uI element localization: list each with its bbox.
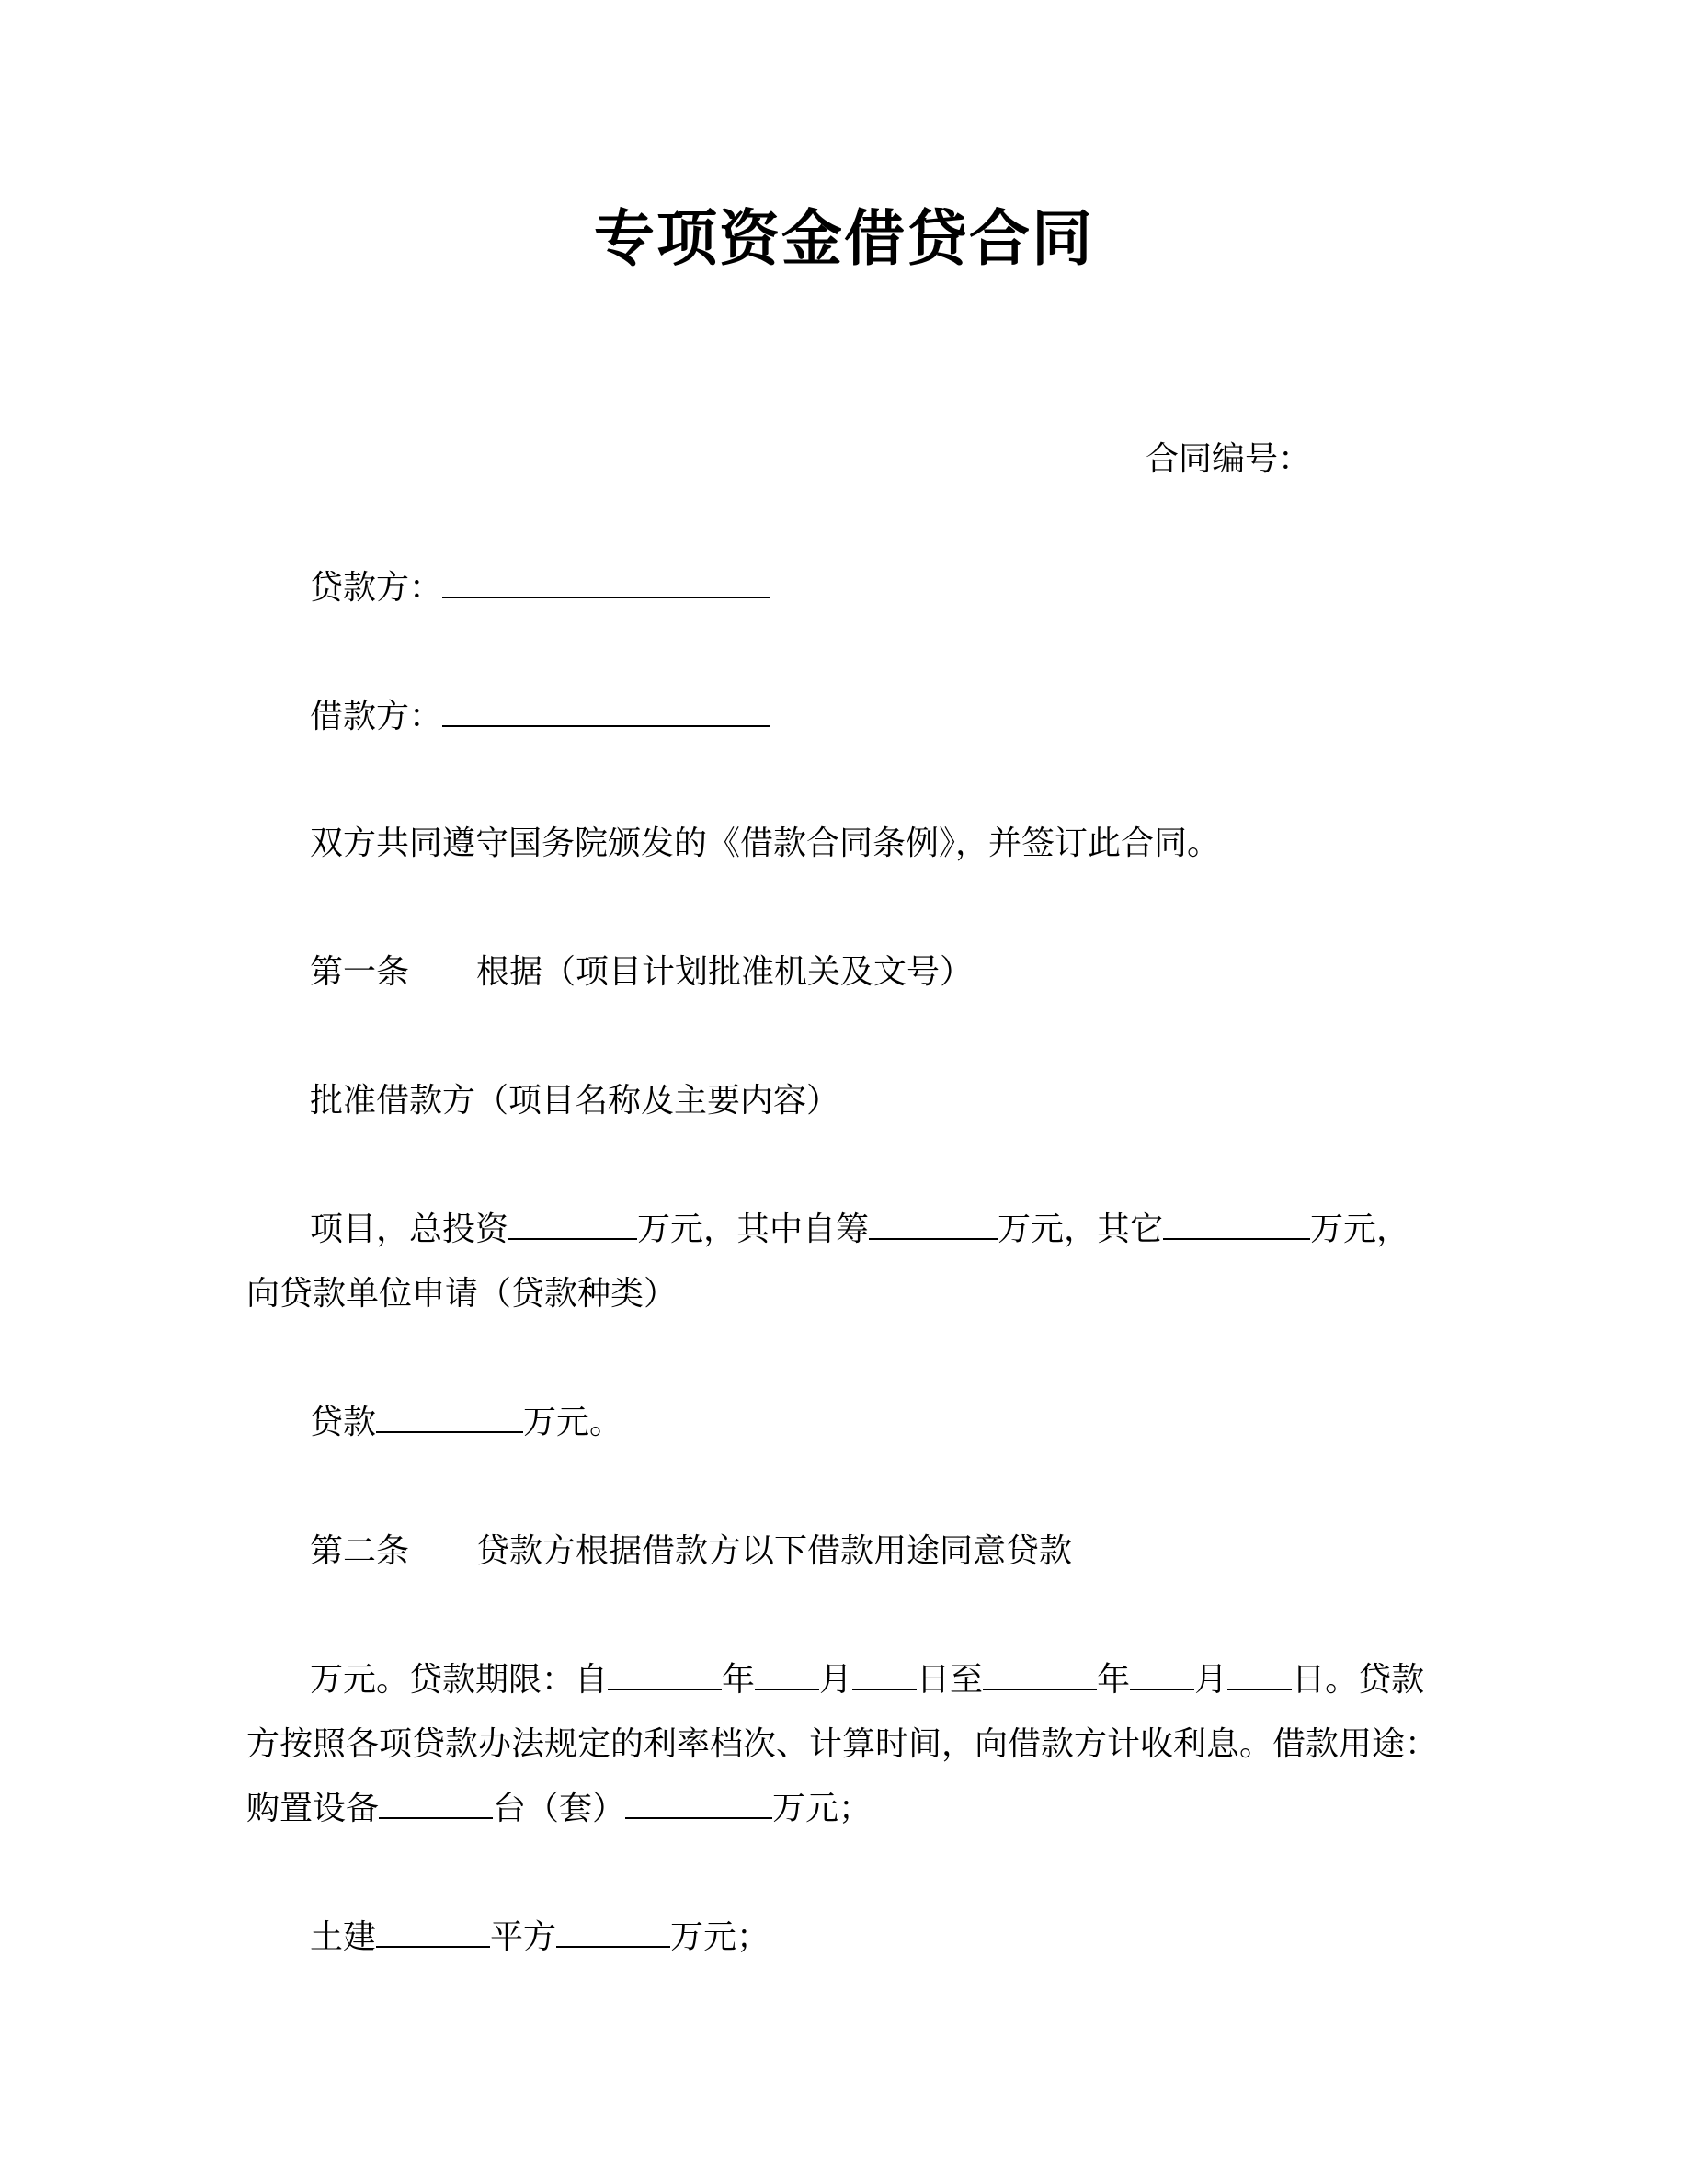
borrower-blank xyxy=(442,692,770,727)
term-line xyxy=(310,1648,1424,1712)
end-month-blank xyxy=(1130,1655,1194,1690)
start-year-blank xyxy=(608,1655,722,1690)
contract-number-label: 合同编号： xyxy=(1146,440,1312,478)
invest-text-3: 万元，其它 xyxy=(998,1211,1164,1248)
article1-number: 第一条 xyxy=(310,953,410,991)
article1-line xyxy=(310,940,973,1005)
term-text-6: 月 xyxy=(1194,1661,1228,1699)
invest-line xyxy=(310,1198,1409,1262)
invest-text-4: 万元， xyxy=(1310,1211,1410,1248)
equipment-line xyxy=(246,1777,872,1841)
construction-text-2: 平方 xyxy=(490,1918,557,1956)
lender-label: 贷款方： xyxy=(310,569,443,607)
article1-text: 根据（项目计划批准机关及文号） xyxy=(476,953,974,991)
term-text-2: 年 xyxy=(722,1661,756,1699)
construction-amount-blank xyxy=(556,1913,670,1948)
lender-line xyxy=(310,556,770,620)
preamble: 双方共同遵守国务院颁发的《借款合同条例》，并签订此合同。 xyxy=(310,825,1221,862)
end-day-blank xyxy=(1227,1655,1292,1690)
start-day-blank xyxy=(852,1655,917,1690)
construction-line xyxy=(310,1905,770,1970)
invest-text-1: 项目，总投资 xyxy=(310,1211,509,1248)
loan-line xyxy=(310,1391,622,1455)
term-text-7: 日。贷款 xyxy=(1292,1661,1425,1699)
equipment-amount-blank xyxy=(625,1784,772,1819)
term-text-5: 年 xyxy=(1097,1661,1131,1699)
term-text-4: 日至 xyxy=(917,1661,984,1699)
start-month-blank xyxy=(755,1655,819,1690)
equipment-count-blank xyxy=(379,1784,493,1819)
article2-line xyxy=(310,1519,1072,1584)
equipment-text-2: 台（套） xyxy=(493,1790,626,1827)
other-funds-blank xyxy=(1163,1205,1310,1240)
article2-text: 贷款方根据借款方以下借款用途同意贷款 xyxy=(476,1532,1073,1570)
invest-text-2: 万元，其中自筹 xyxy=(637,1211,870,1248)
article2-number: 第二条 xyxy=(310,1532,410,1570)
loan-text-2: 万元。 xyxy=(523,1404,623,1441)
loan-amount-blank xyxy=(376,1398,523,1433)
total-investment-blank xyxy=(508,1205,637,1240)
borrower-label: 借款方： xyxy=(310,698,443,735)
lender-blank xyxy=(442,563,770,598)
document-title: 专项资金借贷合同 xyxy=(594,203,1094,274)
equipment-text-3: 万元； xyxy=(772,1790,873,1827)
interest-line: 方按照各项贷款办法规定的利率档次、计算时间，向借款方计收利息。借款用途： xyxy=(246,1725,1439,1763)
approve-line: 批准借款方（项目名称及主要内容） xyxy=(310,1082,840,1120)
construction-text-1: 土建 xyxy=(310,1918,377,1956)
borrower-line xyxy=(310,685,770,749)
loan-text-1: 贷款 xyxy=(310,1404,377,1441)
term-text-1: 万元。贷款期限：自 xyxy=(310,1661,609,1699)
construction-text-3: 万元； xyxy=(670,1918,770,1956)
end-year-blank xyxy=(983,1655,1097,1690)
apply-line: 向贷款单位申请（贷款种类） xyxy=(246,1275,678,1313)
self-raised-blank xyxy=(869,1205,998,1240)
equipment-text-1: 购置设备 xyxy=(246,1790,380,1827)
term-text-3: 月 xyxy=(819,1661,853,1699)
construction-area-blank xyxy=(376,1913,490,1948)
